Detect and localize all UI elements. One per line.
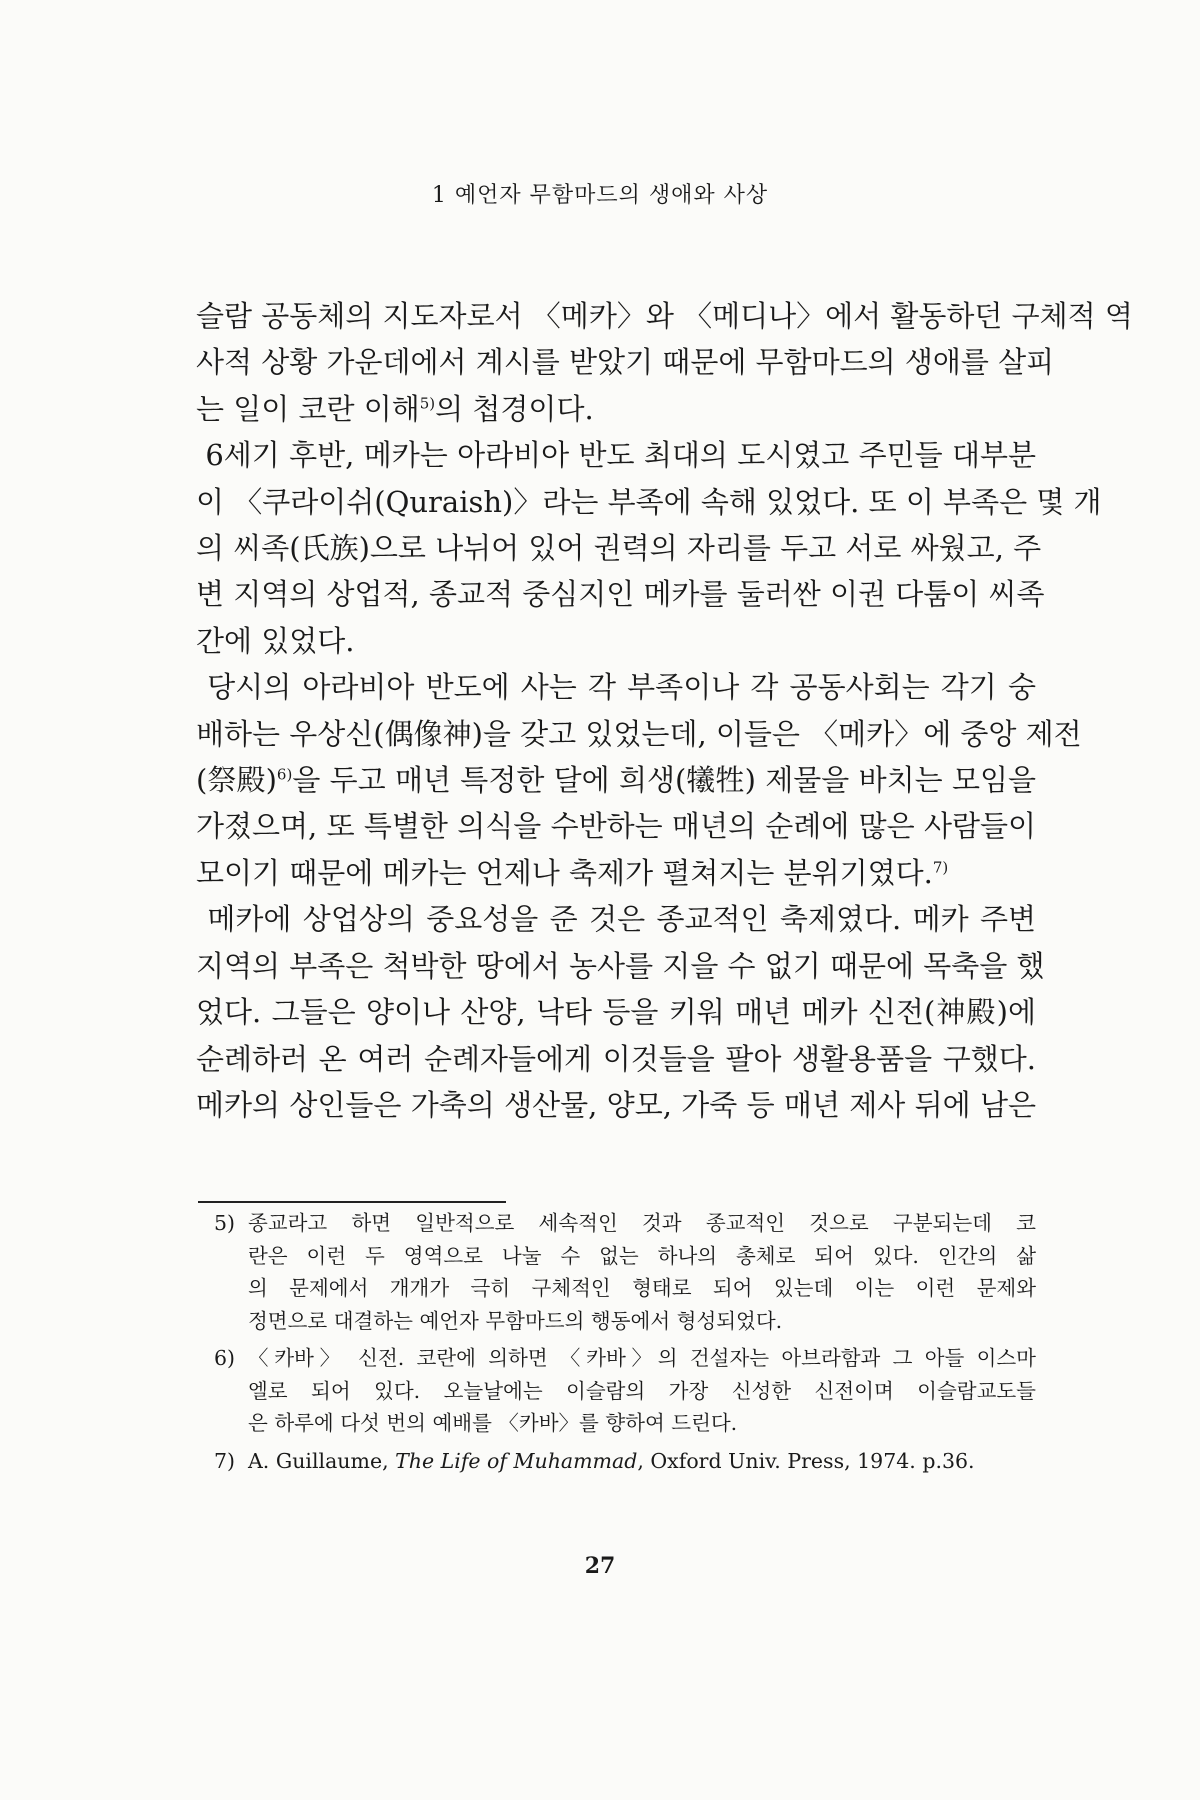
text-line: 지역의 부족은 척박한 땅에서 농사를 지을 수 없기 때문에 목축을 했 xyxy=(196,948,1045,983)
footnote-ref-7[interactable]: 7) xyxy=(932,858,949,877)
footnote-ref-5[interactable]: 5) xyxy=(419,394,436,413)
footnote-5 xyxy=(214,1207,1036,1337)
paragraph-3 xyxy=(196,664,1082,896)
footnote-line: 정면으로 대결하는 예언자 무함마드의 행동에서 형성되었다. xyxy=(248,1308,783,1333)
text-line: 사적 상황 가운데에서 계시를 받았기 때문에 무함마드의 생애를 살피 xyxy=(196,345,1055,380)
text-line: 었다. 그들은 양이나 산양, 낙타 등을 키워 매년 메카 신전(神殿)에 xyxy=(196,995,1036,1030)
paragraph-4 xyxy=(196,896,1045,1128)
text-fragment: (祭殿) xyxy=(196,763,277,798)
text-line xyxy=(196,386,1036,432)
text-line: 배하는 우상신(偶像神)을 갖고 있었는데, 이들은 〈메카〉에 중앙 제전 xyxy=(196,716,1082,751)
running-header: 1 예언자 무함마드의 생애와 사상 xyxy=(431,183,769,208)
footnote-6 xyxy=(214,1342,1036,1440)
footnote-divider xyxy=(198,1201,506,1203)
text-fragment: 메카에 상업상의 중요성을 준 것은 종교적인 축제였다. 메카 주변 xyxy=(207,902,1036,937)
paragraph-1 xyxy=(196,293,1133,432)
text-fragment: 을 두고 매년 특정한 달에 희생(犧牲) 제물을 바치는 모임을 xyxy=(292,763,1036,798)
citation-publisher: , Oxford Univ. Press, 1974. p.36. xyxy=(637,1448,975,1473)
text-fragment: 는 일이 코란 이해 xyxy=(196,391,420,426)
footnote-line: 은 하루에 다섯 번의 예배를 〈카바〉를 향하여 드린다. xyxy=(248,1411,738,1435)
text-line: 메카의 상인들은 가축의 생산물, 양모, 가죽 등 매년 제사 뒤에 남은 xyxy=(196,1087,1036,1122)
footnote-line: 엘로 되어 있다. 오늘날에는 이슬람의 가장 신성한 신전이며 이슬람교도들 xyxy=(248,1378,1036,1403)
footnote-7 xyxy=(214,1445,1036,1478)
footnotes xyxy=(214,1207,1036,1482)
text-line xyxy=(196,850,1036,896)
text-line xyxy=(196,664,1036,710)
footnote-line xyxy=(248,1445,1036,1478)
main-text xyxy=(196,293,1133,1128)
text-line: 변 지역의 상업적, 종교적 중심지인 메카를 둘러싼 이권 다툼이 씨족 xyxy=(196,577,1045,612)
text-fragment: 의 첩경이다. xyxy=(435,391,594,426)
citation-title: The Life of Muhammad xyxy=(395,1448,638,1473)
text-line: 의 씨족(氏族)으로 나뉘어 있어 권력의 자리를 두고 서로 싸웠고, 주 xyxy=(196,531,1042,566)
footnote-number: 7) xyxy=(214,1448,236,1473)
text-line: 순례하러 온 여러 순례자들에게 이것들을 팔아 생활용품을 구했다. xyxy=(196,1041,1036,1076)
paragraph-2 xyxy=(196,432,1102,664)
citation-author: A. Guillaume, xyxy=(248,1448,396,1473)
footnote-line: 종교라고 하면 일반적으로 세속적인 것과 종교적인 것으로 구분되는데 코 xyxy=(248,1211,1036,1235)
text-line: 가졌으며, 또 특별한 의식을 수반하는 매년의 순례에 많은 사람들이 xyxy=(196,809,1036,844)
text-line: 이 〈쿠라이쉬(Quraish)〉라는 부족에 속해 있었다. 또 이 부족은 몇 개 xyxy=(196,484,1102,519)
footnote-line: 의 문제에서 개개가 극히 구체적인 형태로 되어 있는데 이는 이런 문제와 xyxy=(248,1276,1036,1300)
text-fragment: 6세기 후반, 메카는 아라비아 반도 최대의 도시였고 주민들 대부분 xyxy=(205,438,1037,473)
text-line xyxy=(196,757,1036,803)
footnote-line: 란은 이런 두 영역으로 나눌 수 없는 하나의 총체로 되어 있다. 인간의 삶 xyxy=(248,1243,1036,1268)
page-number: 27 xyxy=(584,1553,616,1579)
footnote-line: 〈카바〉 신전. 코란에 의하면 〈카바〉의 건설자는 아브라함과 그 아들 이스마 xyxy=(248,1346,1036,1370)
text-fragment: 당시의 아라비아 반도에 사는 각 부족이나 각 공동사회는 각기 숭 xyxy=(207,670,1036,705)
footnote-number: 5) xyxy=(214,1211,236,1235)
text-line: 슬람 공동체의 지도자로서 〈메카〉와 〈메디나〉에서 활동하던 구체적 역 xyxy=(196,299,1133,333)
footnote-ref-6[interactable]: 6) xyxy=(276,765,293,784)
text-line: 간에 있었다. xyxy=(196,623,355,658)
text-fragment: 모이기 때문에 메카는 언제나 축제가 펼쳐지는 분위기였다. xyxy=(196,855,933,890)
text-line xyxy=(196,896,1036,942)
footnote-number: 6) xyxy=(214,1346,236,1370)
text-line xyxy=(196,432,1036,478)
